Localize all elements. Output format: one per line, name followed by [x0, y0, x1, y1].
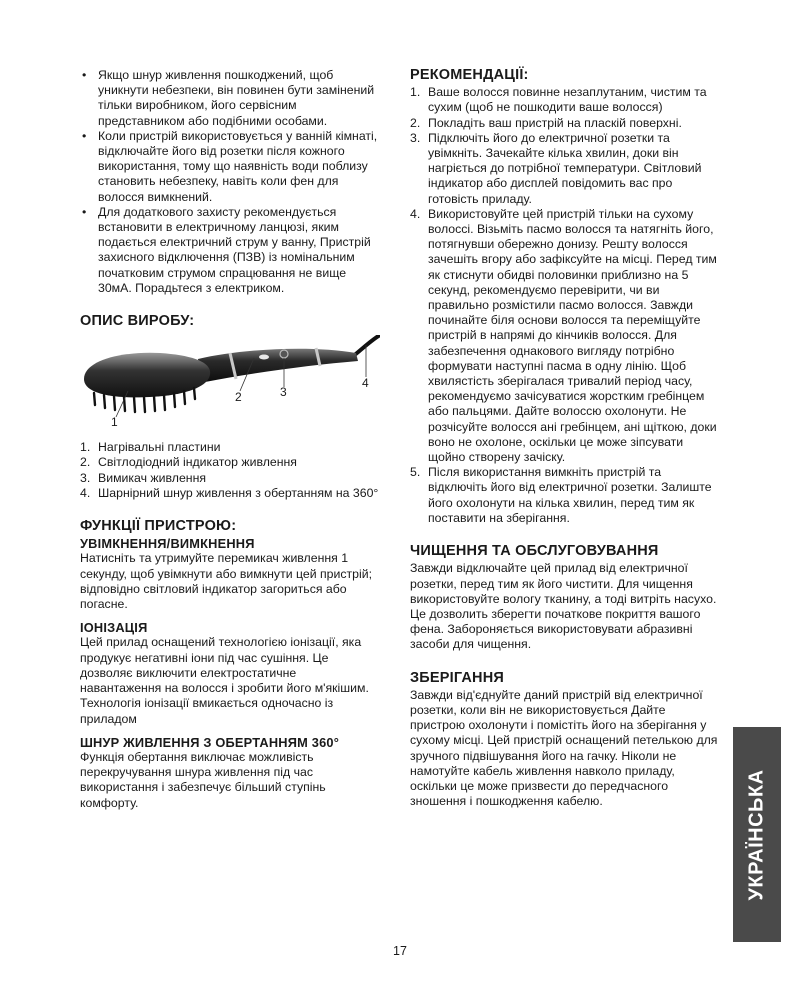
ion-heading: ІОНІЗАЦІЯ: [80, 620, 148, 636]
list-item: 1. Ваше волосся повинне незаплутаним, чистим та сухим (щоб не пошкодити ваше волосся): [410, 85, 707, 115]
list-item: 3. Вимикач живлення: [80, 470, 207, 485]
language-tab: [733, 727, 781, 942]
parts-list: [80, 440, 380, 501]
hair-straightener-brush-image: [80, 335, 380, 430]
page-number: 17: [393, 944, 407, 958]
storage-text: Завжди від'єднуйте даний пристрій від електричної розетки, коли він не використовується Дайте пристрою охолонути і помістіть його на зберігання у сухому місці. Цей пристрій оснащений петелькою для зручного підвішування його на гачку. Ніколи не намотуйте кабель живлення навколо приладу, оскільки це може призвести до передчасного зношення і пошкодження кабелю.: [410, 687, 718, 809]
functions-heading: ФУНКЦІЇ ПРИСТРОЮ:: [80, 518, 237, 535]
description-heading: ОПИС ВИРОБУ:: [80, 313, 195, 330]
cord-text: Функція обертання виключає можливість перекручування шнура живлення під час використання і забезпечує більший ступінь комфорту.: [80, 749, 326, 810]
callout-3: 3: [280, 385, 287, 400]
safety-list: [80, 68, 380, 296]
callout-2: 2: [235, 390, 242, 405]
cleaning-text: Завжди відключайте цей прилад від електричної розетки, перед тим як його чистити. Для чищення використовуйте вологу тканину, а тоді витріть насухо. Це дозволить зберегти початкове покриття вашого фена. Забороняється використовувати абразивні засоби для чищення.: [410, 561, 717, 652]
recommendations-heading: РЕКОМЕНДАЦІЇ:: [410, 67, 529, 83]
cord-heading: ШНУР ЖИВЛЕННЯ З ОБЕРТАННЯМ 360°: [80, 734, 340, 750]
callout-4: 4: [362, 376, 369, 391]
storage-heading: ЗБЕРІГАННЯ: [410, 669, 505, 686]
list-item: 4. Використовуйте цей пристрій тільки на сухому волоссі. Візьміть пасмо волосся та натягніть його, потягнувши обережно донизу. Решту волосся зачешіть вгору або зафіксуйте на місці. Перед тим як стиснути обидві половинки приблизно на 5 секунд, рекомендуємо перевірити, чи ви правильно розмістили пасмо волосся. Завжди починайте біля основи волосся та переміщуйте пристрій в напрямі до кінчиків волосся. Для забезпечення однакового вигляду потрібно формувати наступні пасма в одну лінію. Щоб хвилястість зберігалася тривалий період часу, рекомендуємо зачісуватися жорстким гребінцем або пальцями. Дайте волоссю охолонути. Не розчісуйте волосся ані гребінцем, ані щіткою, доки воно не охолоне, оскільки це може зіпсувати щойно створену зачіску.: [410, 206, 717, 465]
cleaning-heading: ЧИЩЕННЯ ТА ОБСЛУГОВУВАННЯ: [410, 543, 659, 560]
list-item: 5. Після використання вимкніть пристрій та відключіть його від електричної розетки. Залиште його охолонути на кілька хвилин, перед тим як поставити на зберігання.: [410, 465, 712, 525]
callout-1: 1: [111, 415, 118, 430]
left-column: [80, 68, 380, 811]
list-item: 3. Підключіть його до електричної розетки та увімкніть. Зачекайте кілька хвилин, доки він нагріється до потрібної температури. Світловий індикатор або дисплей повідомить вас про готовість приладу.: [410, 130, 702, 206]
list-item: 2. Покладіть ваш пристрій на пласкій поверхні.: [410, 115, 682, 130]
list-item: • Коли пристрій використовується у ванній кімнаті, відключайте його від розетки після кожного використання, тому що наявність води поблизу становить небезпеку, навіть коли фен для волосся вимкнений.: [80, 129, 380, 205]
onoff-text: Натисніть та утримуйте перемикач живлення 1 секунду, щоб увімкнути або вимкнути цей пристрій; відповідно світловий індикатор загориться або погасне.: [80, 551, 373, 612]
right-column: [410, 68, 720, 809]
list-item: • Якщо шнур живлення пошкоджений, щоб уникнути небезпеки, він повинен бути замінений тільки виробником, його сервісним представником або подібними особами.: [80, 68, 380, 129]
language-label: УКРАЇНСЬКА: [745, 768, 768, 901]
list-item: 2. Світлодіодний індикатор живлення: [80, 455, 297, 470]
list-item: • Для додаткового захисту рекомендується встановити в електричному ланцюзі, яким подається електричний струм у ванну, Пристрій захисного відключення (ПЗВ) із номінальним початковим струмом спрацювання не вище 30мА. Порадьтеся з електриком.: [80, 205, 380, 296]
product-figure: [80, 335, 380, 430]
recommendations-list: [410, 85, 720, 526]
list-item: 4. Шарнірний шнур живлення з обертанням на 360°: [80, 485, 379, 500]
list-item: 1. Нагрівальні пластини: [80, 440, 221, 455]
onoff-heading: УВІМКНЕННЯ/ВИМКНЕННЯ: [80, 536, 255, 552]
ion-text: Цей прилад оснащений технологією іонізації, яка продукує негативні іони під час сушіння. Це дозволяє виключити електростатичне навантаження на волосся і зробити його м'якішим. Технологія іонізації вмикається одночасно із приладом: [80, 635, 369, 726]
